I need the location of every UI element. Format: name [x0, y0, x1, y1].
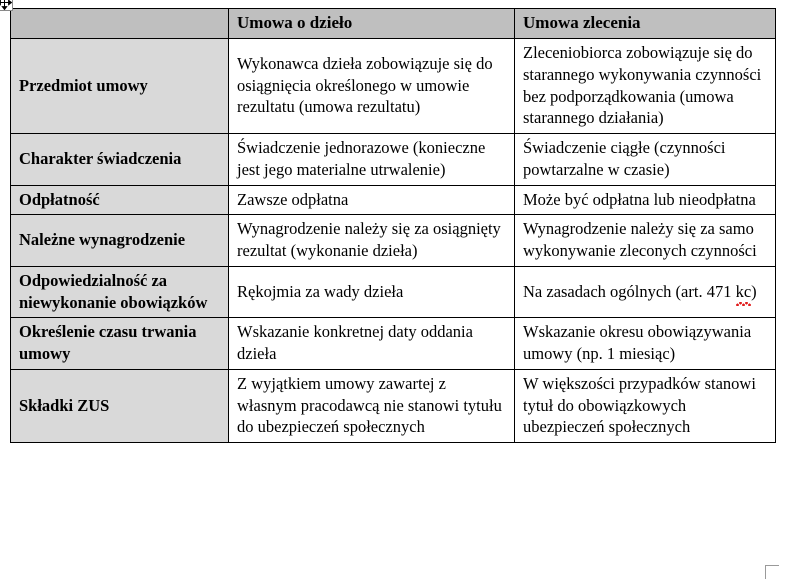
contract-comparison-table [10, 8, 776, 443]
row-label-przedmiot-umowy: Przedmiot umowy [11, 39, 229, 134]
table-header-umowa-o-dzielo: Umowa o dzieło [229, 9, 515, 39]
row-label-odpowiedzialnosc: Odpowiedzialność za niewykonanie obowiązków [11, 266, 229, 318]
table-row [11, 134, 776, 186]
row-label-skladki-zus: Składki ZUS [11, 369, 229, 442]
row-label-odplatnosc: Odpłatność [11, 185, 229, 215]
row-label-nalezne-wynagrodzenie: Należne wynagrodzenie [11, 215, 229, 267]
table-row [11, 318, 776, 370]
row-label-charakter-swiadczenia: Charakter świadczenia [11, 134, 229, 186]
cell-zlecenia-nalezne-wynagrodzenie: Wynagrodzenie należy się za samo wykonywanie zleconych czynności [515, 215, 776, 267]
cell-zlecenia-odplatnosc: Może być odpłatna lub nieodpłatna [515, 185, 776, 215]
cell-dzielo-odplatnosc: Zawsze odpłatna [229, 185, 515, 215]
cell-dzielo-skladki-zus: Z wyjątkiem umowy zawartej z własnym pracodawcą nie stanowi tytułu do ubezpieczeń społecznych [229, 369, 515, 442]
table-resize-handle[interactable] [765, 565, 779, 579]
table-header-corner-cell [11, 9, 229, 39]
cell-dzielo-odpowiedzialnosc: Rękojmia za wady dzieła [229, 266, 515, 318]
cell-dzielo-okreslenie-czasu: Wskazanie konkretnej daty oddania dzieła [229, 318, 515, 370]
table-header-umowa-zlecenia: Umowa zlecenia [515, 9, 776, 39]
move-four-way-arrow-icon [0, 0, 12, 10]
row-label-okreslenie-czasu: Określenie czasu trwania umowy [11, 318, 229, 370]
cell-dzielo-przedmiot-umowy: Wykonawca dzieła zobowiązuje się do osiągnięcia określonego w umowie rezultatu (umowa rezultatu) [229, 39, 515, 134]
text-prefix: Na zasadach ogólnych (art. 471 [523, 281, 736, 301]
table-row [11, 369, 776, 442]
cell-zlecenia-odpowiedzialnosc [515, 266, 776, 318]
text-suffix: ) [751, 281, 757, 301]
table-row [11, 185, 776, 215]
cell-dzielo-nalezne-wynagrodzenie: Wynagrodzenie należy się za osiągnięty rezultat (wykonanie dzieła) [229, 215, 515, 267]
table-header-row [11, 9, 776, 39]
contract-comparison-table-container [10, 8, 775, 443]
table-row [11, 39, 776, 134]
cell-zlecenia-skladki-zus: W większości przypadków stanowi tytuł do obowiązkowych ubezpieczeń społecznych [515, 369, 776, 442]
cell-zlecenia-przedmiot-umowy: Zleceniobiorca zobowiązuje się do starannego wykonywania czynności bez podporządkowania (umowa starannego działania) [515, 39, 776, 134]
spellcheck-misspelled-word[interactable]: kc [735, 281, 752, 301]
cell-zlecenia-okreslenie-czasu: Wskazanie okresu obowiązywania umowy (np. 1 miesiąc) [515, 318, 776, 370]
table-row [11, 215, 776, 267]
cell-zlecenia-charakter-swiadczenia: Świadczenie ciągłe (czynności powtarzalne w czasie) [515, 134, 776, 186]
table-move-handle[interactable] [0, 0, 13, 11]
cell-dzielo-charakter-swiadczenia: Świadczenie jednorazowe (konieczne jest jego materialne utrwalenie) [229, 134, 515, 186]
table-row [11, 266, 776, 318]
